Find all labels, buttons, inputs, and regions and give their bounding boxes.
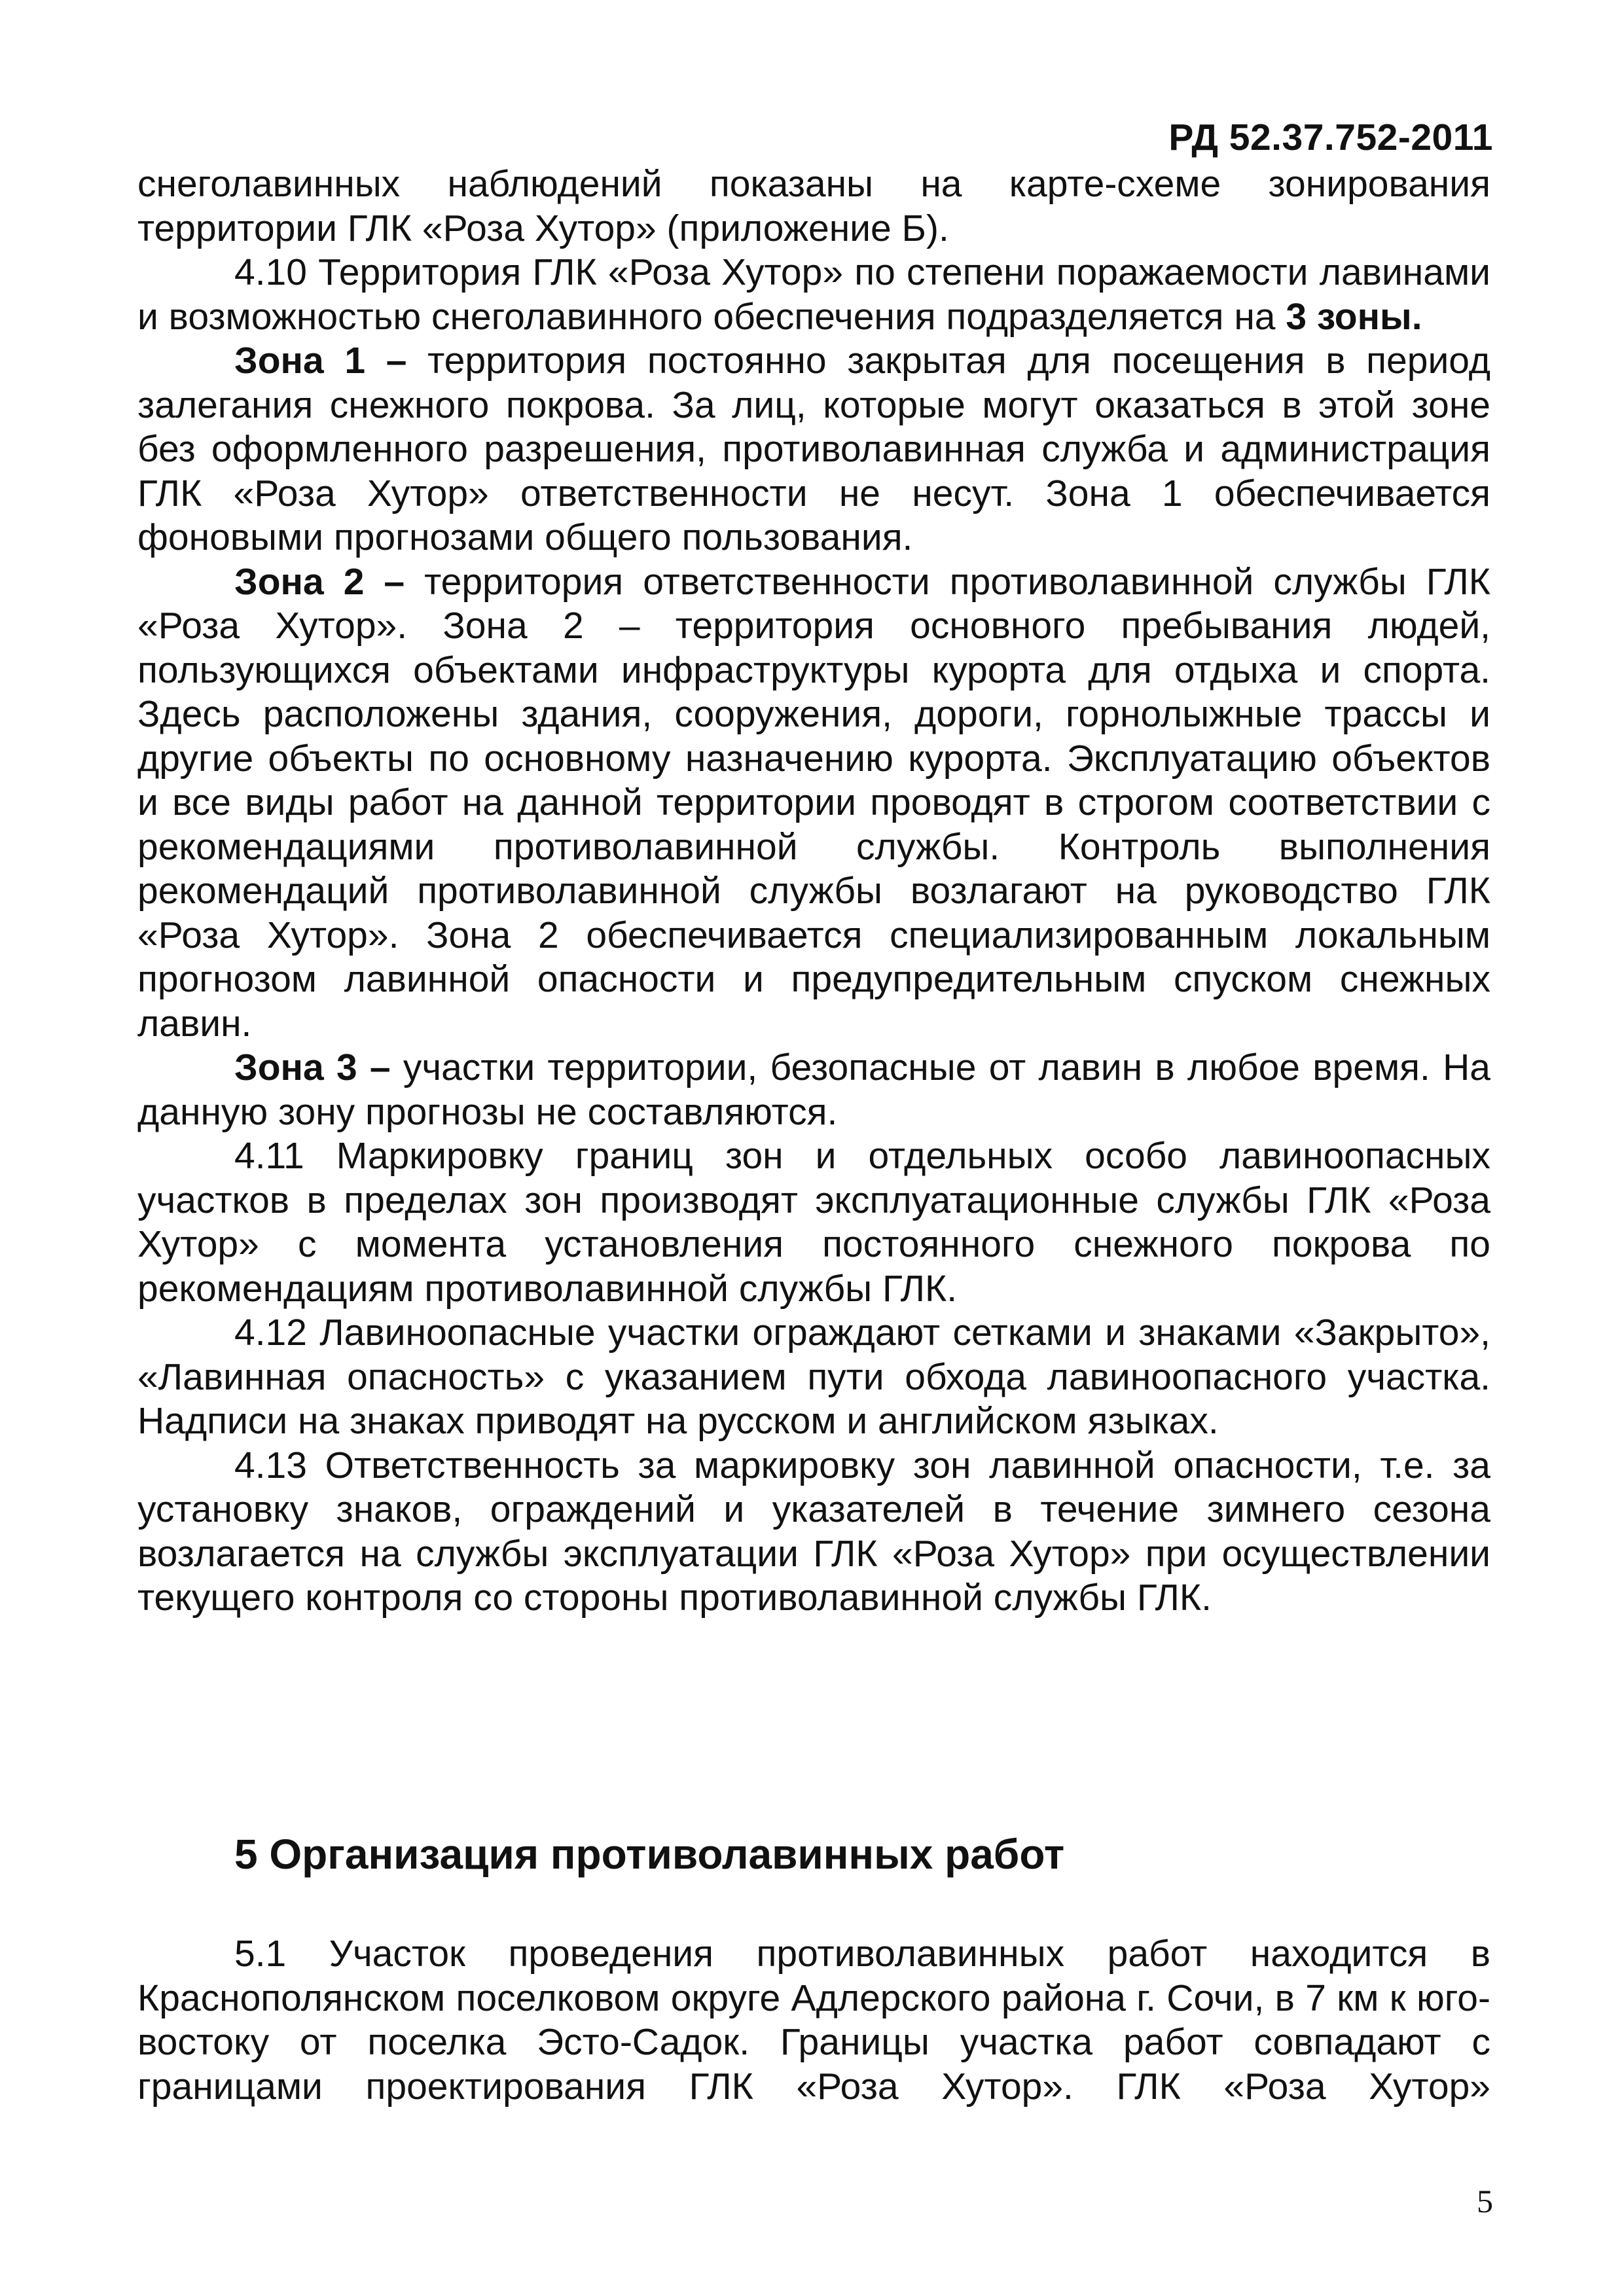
paragraph-4-13: 4.13 Ответственность за маркировку зон лавинной опасности, т.е. за установку знаков, ограждений и указателей в течение зимнего сезона возлагается на службы эксплуатации ГЛК «Роза Хутор» при осуществлении текущего контроля со стороны противолавинной службы ГЛК. [137,1444,1490,1619]
zone-3-text: участки территории, безопасные от лавин в любое время. На данную зону прогнозы не составляются. [137,1047,1490,1133]
section-5-title: 5 Организация противолавинных работ [234,1831,1065,1878]
zone-1-text: территория постоянно закрытая для посещения в период залегания снежного покрова. За лиц, которые могут оказаться в этой зоне без оформленного разрешения, противолавинная служба и администрация ГЛК «Роза Хутор» ответственности не несут. Зона 1 обеспечивается фоновыми прогнозами общего пользования. [137,340,1490,558]
section-4-body [137,162,1490,1621]
zone-1-label: Зона 1 – [234,340,407,382]
paragraph-intro: снеголавинных наблюдений показаны на карте-схеме зонирования территории ГЛК «Роза Хутор» (приложение Б). [137,163,1490,249]
document-code: РД 52.37.752-2011 [1168,117,1493,158]
paragraph-4-10 [137,251,1490,339]
section-5-body [137,1932,1490,2109]
paragraph-zone-1 [137,339,1490,560]
paragraph-zone-2 [137,560,1490,1047]
paragraph-5-1: 5.1 Участок проведения противолавинных работ находится в Краснополянском поселковом округе Адлерского района г. Сочи, в 7 км к юго-востоку от поселка Эсто-Садок. Границы участка работ совпадают с границами проектирования ГЛК «Роза Хутор». ГЛК «Роза Хутор» [137,1933,1490,2108]
zone-2-label: Зона 2 – [234,560,405,603]
paragraph-4-10-text: 4.10 Территория ГЛК «Роза Хутор» по степени поражаемости лавинами и возможностью снеголавинного обеспечения подразделяется на [137,251,1490,338]
zones-count: 3 зоны. [1286,295,1422,338]
paragraph-zone-3 [137,1046,1490,1134]
paragraph-4-11: 4.11 Маркировку границ зон и отдельных особо лавиноопасных участков в пределах зон производят эксплуатационные службы ГЛК «Роза Хутор» с момента установления постоянного снежного покрова по рекомендациям противолавинной службы ГЛК. [137,1135,1490,1310]
page-number: 5 [1477,2183,1493,2219]
paragraph-4-12: 4.12 Лавиноопасные участки ограждают сетками и знаками «Закрыто», «Лавинная опасность» с указанием пути обхода лавиноопасного участка. Надписи на знаках приводят на русском и английском языках. [137,1312,1490,1442]
zone-3-label: Зона 3 – [234,1047,391,1088]
zone-2-text: территория ответственности противолавинной службы ГЛК «Роза Хутор». Зона 2 – территория основного пребывания людей, пользующихся объектами инфраструктуры курорта для отдыха и спорта. Здесь расположены здания, сооружения, дороги, горнолыжные трассы и другие объекты по основному назначению курорта. Эксплуатацию объектов и все виды работ на данной территории проводят в строгом соответствии с рекомендациями противолавинной службы. Контроль выполнения рекомендаций противолавинной службы возлагают на руководство ГЛК «Роза Хутор». Зона 2 обеспечивается специализированным локальным прогнозом лавинной опасности и предупредительным спуском снежных лавин. [137,560,1491,1045]
